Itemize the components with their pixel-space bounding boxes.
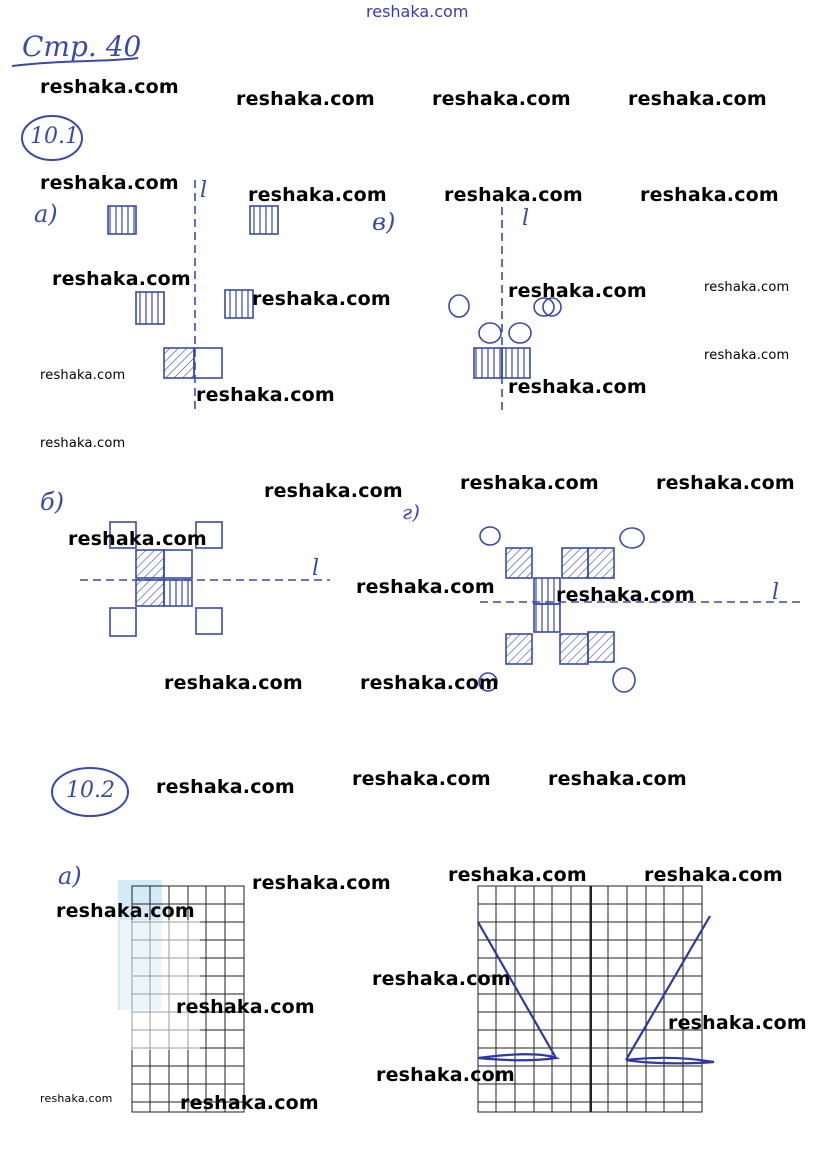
problem-number-10-2: 10.2 [66, 778, 115, 803]
watermark: reshaka.com [40, 76, 179, 98]
part-label-g: г) [402, 500, 420, 524]
watermark: reshaka.com [644, 864, 783, 886]
watermark: reshaka.com [352, 768, 491, 790]
part-label-b: б) [40, 488, 65, 516]
part-label-10-2-a: а) [58, 862, 82, 890]
watermark: reshaka.com [252, 872, 391, 894]
watermark: reshaka.com [252, 288, 391, 310]
watermark: reshaka.com [704, 348, 790, 363]
part-label-a: а) [34, 200, 58, 228]
problem-number-10-1: 10.1 [30, 124, 79, 149]
watermark: reshaka.com [40, 436, 126, 451]
watermark: reshaka.com [432, 88, 571, 110]
watermark: reshaka.com [248, 184, 387, 206]
watermark: reshaka.com [264, 480, 403, 502]
watermark: reshaka.com [548, 768, 687, 790]
watermark: reshaka.com [180, 1092, 319, 1114]
watermark: reshaka.com [68, 528, 207, 550]
watermark: reshaka.com [444, 184, 583, 206]
watermark: reshaka.com [356, 576, 495, 598]
watermark: reshaka.com [360, 672, 499, 694]
watermark: reshaka.com [176, 996, 315, 1018]
watermark: reshaka.com [236, 88, 375, 110]
page-label: Стр. 40 [22, 30, 142, 63]
watermark: reshaka.com [196, 384, 335, 406]
watermark: reshaka.com [52, 268, 191, 290]
watermark: reshaka.com [40, 172, 179, 194]
axis-label-v: l [522, 206, 530, 231]
watermark: reshaka.com [668, 1012, 807, 1034]
watermark: reshaka.com [656, 472, 795, 494]
watermark: reshaka.com [40, 368, 126, 383]
watermark: reshaka.com [704, 280, 790, 295]
watermark: reshaka.com [460, 472, 599, 494]
watermark: reshaka.com [448, 864, 587, 886]
axis-label-b: l [312, 556, 320, 581]
site-header[interactable]: reshaka.com [366, 2, 469, 21]
watermark: reshaka.com [640, 184, 779, 206]
watermark: reshaka.com [556, 584, 695, 606]
axis-label-a: l [200, 178, 208, 203]
watermark: reshaka.com [156, 776, 295, 798]
watermark: reshaka.com [628, 88, 767, 110]
part-label-v: в) [372, 208, 396, 236]
watermark: reshaka.com [164, 672, 303, 694]
watermark: reshaka.com [40, 1092, 113, 1105]
watermark: reshaka.com [56, 900, 195, 922]
watermark: reshaka.com [508, 376, 647, 398]
watermark: reshaka.com [376, 1064, 515, 1086]
watermark: reshaka.com [508, 280, 647, 302]
axis-label-g: l [772, 580, 780, 605]
watermark: reshaka.com [372, 968, 511, 990]
